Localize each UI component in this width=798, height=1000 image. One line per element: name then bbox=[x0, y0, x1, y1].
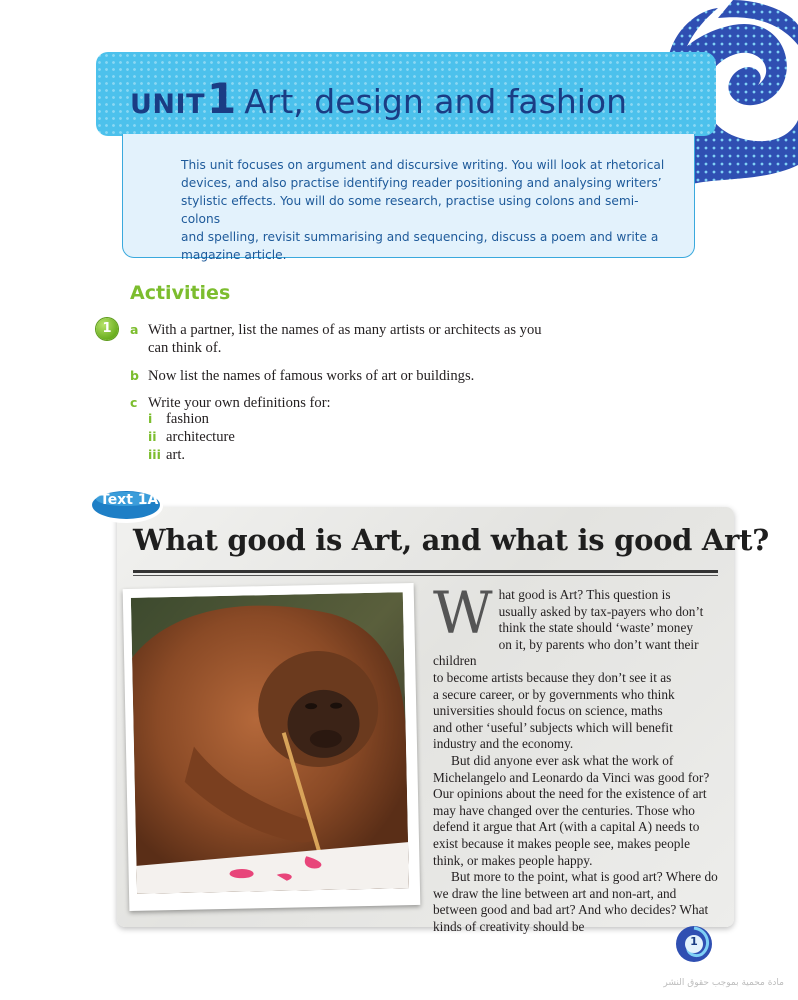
activity-item-a-cont: can think of. bbox=[148, 340, 222, 356]
intro-line: devices, and also practise identifying reader positioning and analysing writers’ bbox=[181, 176, 662, 190]
subitem-text: art. bbox=[166, 447, 186, 463]
article-line: hat good is Art? This question is bbox=[498, 587, 671, 602]
intro-line: stylistic effects. You will do some research, practise using colons and semi-colons bbox=[181, 194, 639, 226]
article-line: on it, by parents who don’t want their children bbox=[433, 636, 699, 669]
article-line: usually asked by tax-payers who don’t bbox=[498, 603, 704, 619]
subitem-numeral: iii bbox=[148, 447, 161, 462]
subitem-text: architecture bbox=[166, 429, 235, 445]
article-title: What good is Art, and what is good Art? bbox=[133, 523, 769, 557]
title-rule-thin bbox=[133, 575, 718, 576]
subitem-numeral: ii bbox=[148, 429, 157, 444]
text-tag-label: Text 1A bbox=[100, 492, 159, 508]
intro-line: magazine article. bbox=[181, 248, 287, 262]
activity-text: Now list the names of famous works of art or buildings. bbox=[148, 368, 475, 384]
intro-line: This unit focuses on argument and discursive writing. You will look at rhetorical bbox=[181, 158, 665, 172]
activity-text: With a partner, list the names of as many artists or architects as you bbox=[148, 322, 542, 338]
activity-subitem bbox=[148, 410, 209, 428]
unit-heading bbox=[130, 74, 627, 123]
activity-letter: c bbox=[130, 395, 138, 410]
watermark-text: مادة محمية بموجب حقوق النشر bbox=[663, 978, 784, 988]
activity-text: Write your own definitions for: bbox=[148, 395, 331, 411]
drop-cap: W bbox=[433, 579, 493, 647]
activity-subitem bbox=[148, 446, 185, 464]
activities-heading: Activities bbox=[130, 282, 231, 304]
unit-banner bbox=[96, 52, 716, 136]
intro-line: and spelling, revisit summarising and sequencing, discuss a poem and write a bbox=[181, 230, 659, 244]
page-number: 1 bbox=[690, 935, 698, 948]
unit-intro-box bbox=[122, 134, 695, 262]
article-line: and other ‘useful’ subjects which will benefit bbox=[433, 719, 673, 735]
article-paragraph-2: But did anyone ever ask what the work of Michelangelo and Leonardo da Vinci was good for? Our opinions about the need for the existence of art may have changed over the centuries. Those who defend it argue that Art (with a capital A) needs to exist because it makes people see, makes people think, or makes people happy. bbox=[433, 752, 710, 868]
title-rule bbox=[133, 570, 718, 573]
activity-item-b bbox=[130, 367, 474, 385]
unit-title: Art, design and fashion bbox=[244, 82, 628, 121]
article-line: to become artists because they don’t see it as bbox=[433, 669, 672, 685]
subitem-numeral: i bbox=[148, 411, 153, 426]
article-paragraph-3: But more to the point, what is good art? Where do we draw the line between art and non-art, and between good and bad art? And who decides? What kinds of creativity should be bbox=[433, 869, 718, 934]
article-line: think the state should ‘waste’ money bbox=[498, 620, 693, 636]
activity-number-badge: 1 bbox=[96, 318, 118, 340]
article-line: a secure career, or by governments who think bbox=[433, 686, 675, 702]
activity-item-a bbox=[130, 321, 542, 339]
article-body bbox=[433, 579, 721, 935]
activity-subitem bbox=[148, 428, 235, 446]
unit-number: 1 bbox=[206, 74, 237, 123]
subitem-text: fashion bbox=[166, 411, 209, 427]
orangutan-painting-photo bbox=[131, 592, 409, 894]
activity-letter: b bbox=[130, 368, 139, 383]
article-line: universities should focus on science, maths bbox=[433, 703, 663, 719]
unit-word: UNIT bbox=[130, 89, 205, 120]
photo-frame bbox=[123, 583, 421, 911]
article-line: industry and the economy. bbox=[433, 736, 574, 752]
activity-letter: a bbox=[130, 322, 139, 337]
unit-intro-text bbox=[181, 156, 671, 264]
